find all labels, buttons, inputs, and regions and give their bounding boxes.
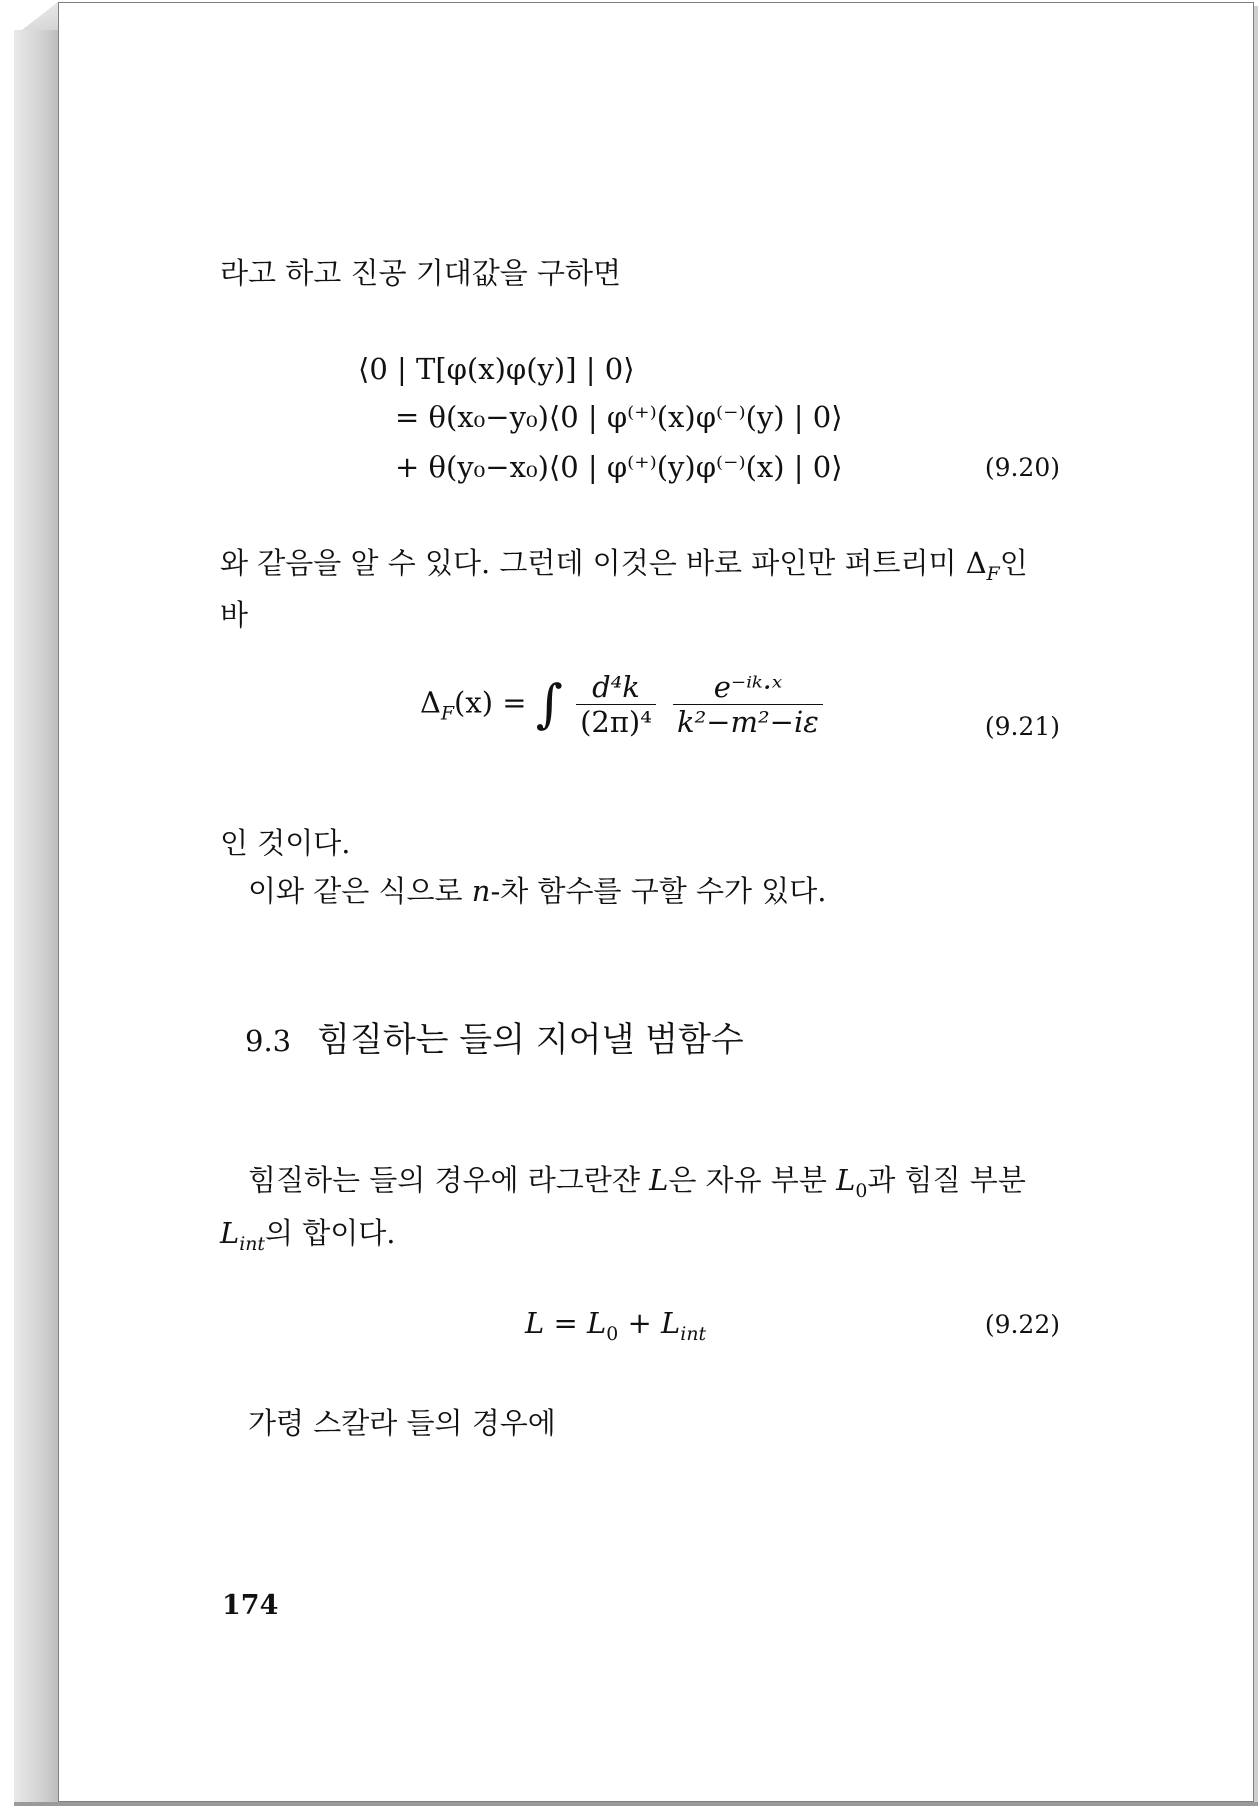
para3-L0: L bbox=[836, 1163, 856, 1197]
fraction-measure-numerator: d⁴k bbox=[576, 670, 656, 705]
book-spine bbox=[14, 30, 59, 1802]
fraction-propagator-denominator: k²−m²−iε bbox=[677, 705, 819, 739]
para3-L0-sub: 0 bbox=[855, 1180, 868, 1202]
equation-9-22 bbox=[525, 1306, 706, 1345]
para3-a: 힘질하는 들의 경우에 라그란쟌 bbox=[248, 1163, 650, 1197]
eq922-L0-sub: 0 bbox=[606, 1323, 619, 1345]
eq922-plus: + bbox=[618, 1306, 662, 1340]
page-number: 174 bbox=[222, 1590, 279, 1621]
text-para3-line1 bbox=[248, 1162, 1090, 1204]
equation-9-21 bbox=[420, 670, 827, 739]
line-b-pre: 이와 같은 식으로 bbox=[248, 874, 472, 908]
para2-text: 와 같음을 알 수 있다. 그런데 이것은 바로 파인만 퍼트리미 Δ bbox=[220, 546, 987, 580]
para3-line2-rest: 의 합이다. bbox=[265, 1216, 396, 1250]
equation-number-9-22: (9.22) bbox=[984, 1310, 1060, 1339]
page-shadow-right bbox=[1254, 6, 1258, 1806]
text-para2-line2: 바 bbox=[220, 598, 249, 632]
eq921-lhs-sub: F bbox=[440, 703, 455, 725]
page-shadow-bottom bbox=[14, 1802, 1258, 1806]
para3-line2-L: L bbox=[220, 1216, 240, 1250]
text-line-intro: 라고 하고 진공 기대값을 구하면 bbox=[220, 256, 622, 290]
text-line-a: 인 것이다. bbox=[220, 826, 351, 860]
fraction-measure-denominator: (2π)⁴ bbox=[580, 705, 652, 739]
section-title: 힘질하는 들의 지어낼 범함수 bbox=[317, 1020, 744, 1060]
eq922-L: L bbox=[525, 1306, 545, 1340]
section-number: 9.3 bbox=[245, 1024, 292, 1058]
line-b-n: n bbox=[471, 874, 491, 908]
eq921-lhs-arg: (x) = bbox=[454, 685, 527, 720]
eq922-Lint-sub: int bbox=[680, 1323, 707, 1345]
eq922-eq: = bbox=[544, 1306, 588, 1340]
equation-9-20-line1: ⟨0 | T[φ(x)φ(y)] | 0⟩ bbox=[358, 352, 635, 386]
equation-9-20-line3: + θ(y₀−x₀)⟨0 | φ⁽⁺⁾(y)φ⁽⁻⁾(x) | 0⟩ bbox=[395, 450, 843, 484]
para3-c: 과 힘질 부분 bbox=[867, 1163, 1026, 1197]
eq922-Lint: L bbox=[661, 1306, 681, 1340]
section-heading bbox=[245, 1012, 744, 1061]
text-line-b bbox=[248, 873, 826, 911]
text-para2-line1 bbox=[220, 545, 1090, 587]
integral-symbol: ∫ bbox=[535, 674, 563, 735]
eq922-L0: L bbox=[587, 1306, 607, 1340]
para2-sub: F bbox=[986, 563, 1000, 585]
text-line-last: 가령 스칼라 들의 경우에 bbox=[248, 1406, 556, 1440]
equation-9-20-line2: = θ(x₀−y₀)⟨0 | φ⁽⁺⁾(x)φ⁽⁻⁾(y) | 0⟩ bbox=[395, 400, 843, 434]
equation-number-9-21: (9.21) bbox=[984, 712, 1060, 741]
para3-line2-sub: int bbox=[239, 1233, 266, 1255]
fraction-propagator bbox=[673, 670, 823, 739]
fraction-measure bbox=[576, 670, 656, 739]
para3-L: L bbox=[649, 1163, 669, 1197]
para3-b: 은 자유 부분 bbox=[668, 1163, 837, 1197]
equation-number-9-20: (9.20) bbox=[984, 453, 1060, 482]
text-para3-line2 bbox=[220, 1215, 396, 1257]
eq921-lhs: Δ bbox=[420, 685, 441, 720]
fraction-propagator-numerator: e⁻ⁱᵏ·ˣ bbox=[673, 670, 823, 705]
line-b-post: -차 함수를 구할 수가 있다. bbox=[490, 874, 827, 908]
para2-tail: 인 bbox=[999, 546, 1028, 580]
